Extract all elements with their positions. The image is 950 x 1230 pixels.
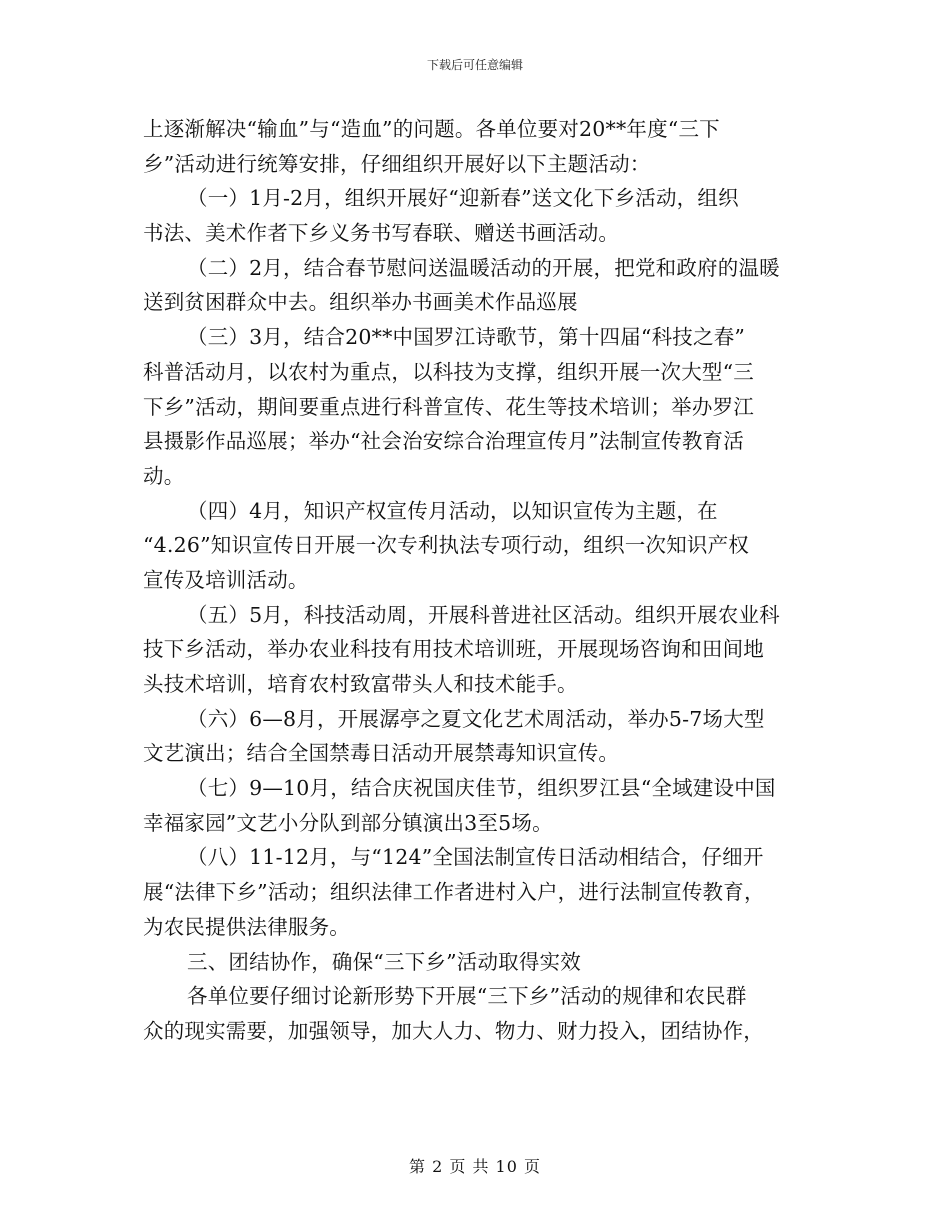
text-line: 宣传及培训活动。 xyxy=(143,567,309,592)
text-line: “4.26”知识宣传日开展一次专利执法专项行动，组织一次知识产权 xyxy=(143,533,750,558)
text-line: （四）4月，知识产权宣传月活动，以知识宣传为主题，在 xyxy=(187,498,718,523)
text-line: 送到贫困群众中去。组织举办书画美术作品巡展 xyxy=(143,290,578,315)
text-line: （三）3月，结合20**中国罗江诗歌节，第十四届“科技之春” xyxy=(187,325,746,350)
text-line: 三、团结协作，确保“三下乡”活动取得实效 xyxy=(187,949,581,974)
text-line: （一）1月-2月，组织开展好“迎新春”送文化下乡活动，组织 xyxy=(187,186,739,211)
text-line: 头技术培训，培育农村致富带头人和技术能手。 xyxy=(143,672,578,696)
text-line: 上逐渐解决“输血”与“造血”的问题。各单位要对20**年度“三下 xyxy=(143,117,720,141)
text-line: （七）9—10月，结合庆祝国庆佳节，组织罗江县“全域建设中国 xyxy=(187,776,776,801)
text-line: 下乡”活动，期间要重点进行科普宣传、花生等技术培训；举办罗江 xyxy=(143,394,754,419)
text-line: 众的现实需要，加强领导，加大人力、物力、财力投入，团结协作， xyxy=(143,1018,764,1043)
text-line: 科普活动月，以农村为重点，以科技为支撑，组织开展一次大型“三 xyxy=(143,359,754,384)
header-note: 下载后可任意编辑 xyxy=(426,58,523,72)
text-line: 技下乡活动，举办农业科技有用技术培训班，开展现场咨询和田间地 xyxy=(143,637,764,662)
text-line: 展“法律下乡”活动；组织法律工作者进村入户，进行法制宣传教育， xyxy=(143,880,765,905)
text-line: 县摄影作品巡展；举办“社会治安综合治理宣传月”法制宣传教育活 xyxy=(143,429,744,454)
text-line: 为农民提供法律服务。 xyxy=(143,914,350,939)
text-line: 动。 xyxy=(143,463,185,488)
text-line: 各单位要仔细讨论新形势下开展“三下乡”活动的规律和农民群 xyxy=(187,984,747,1009)
text-line: 书法、美术作者下乡义务书写春联、赠送书画活动。 xyxy=(143,221,620,246)
text-line: 幸福家园”文艺小分队到部分镇演出3至5场。 xyxy=(143,810,553,835)
text-line: （八）11-12月，与“124”全国法制宣传日活动相结合，仔细开 xyxy=(187,845,764,870)
text-line: 文艺演出；结合全国禁毒日活动开展禁毒知识宣传。 xyxy=(143,741,620,766)
text-line: （五）5月，科技活动周，开展科普进社区活动。组织开展农业科 xyxy=(187,602,780,627)
text-line: 乡”活动进行统筹安排，仔细组织开展好以下主题活动： xyxy=(143,151,651,176)
page-footer: 第 2 页 共 10 页 xyxy=(409,1157,541,1176)
text-line: （二）2月，结合春节慰问送温暖活动的开展，把党和政府的温暖 xyxy=(187,255,780,280)
text-line: （六）6—8月，开展潺亭之夏文化艺术周活动，举办5-7场大型 xyxy=(187,706,765,731)
document-body xyxy=(143,112,815,1049)
